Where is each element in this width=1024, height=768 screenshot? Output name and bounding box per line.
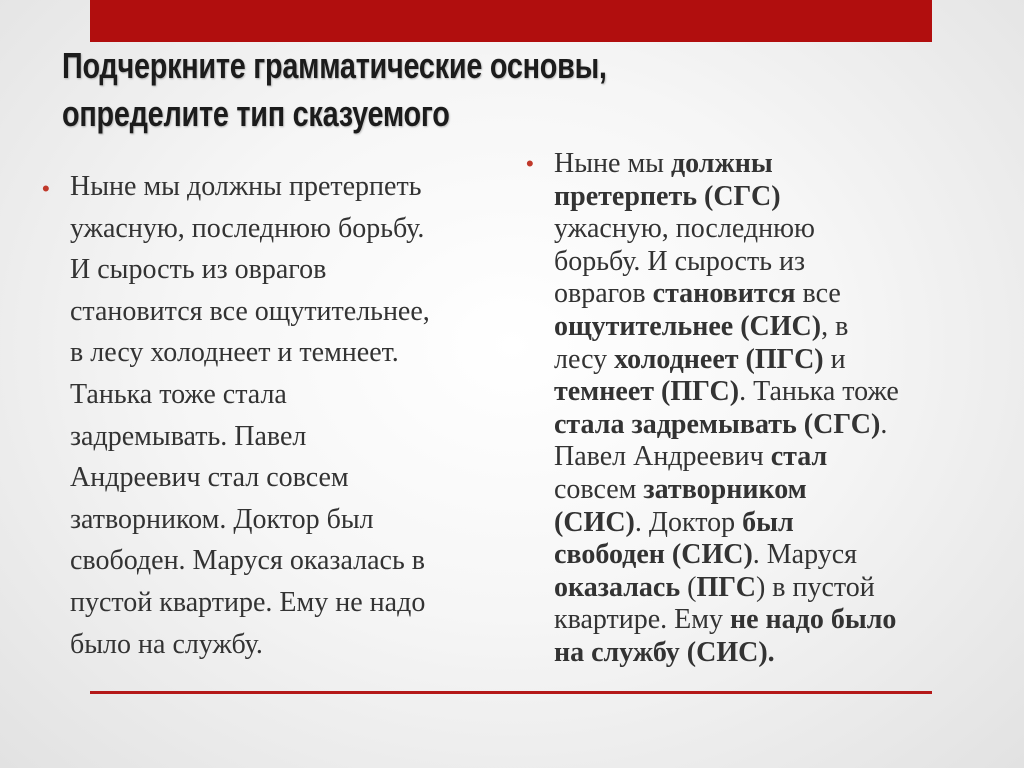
right-text-line (554, 246, 986, 279)
right-text-line (554, 376, 986, 409)
plain-text: . Маруся (752, 539, 858, 571)
right-text-line (554, 278, 986, 311)
right-text-line (554, 344, 986, 377)
plain-text: Павел Андреевич (554, 441, 771, 473)
left-text-line: становится все ощутительнее, (70, 295, 430, 327)
left-text-line: свободен. Маруся оказалась в (70, 545, 425, 577)
left-text-line: задремывать. Павел (70, 420, 307, 452)
right-text-line (554, 148, 986, 181)
grammatical-basis-text: был (742, 506, 794, 538)
bullet-icon: • (42, 176, 50, 201)
right-text-line (554, 604, 986, 637)
right-text-line (554, 409, 986, 442)
plain-text: , в (821, 310, 849, 342)
right-text-line (554, 474, 986, 507)
right-text (554, 148, 986, 670)
plain-text: все (795, 278, 841, 310)
right-bullet-item (526, 148, 986, 670)
right-column (526, 148, 986, 670)
plain-text: Ныне мы (554, 148, 671, 179)
slide-title-line-2: определите тип сказуемого (62, 93, 450, 134)
grammatical-basis-text: свободен (СИС) (554, 539, 753, 571)
bullet-icon: • (526, 151, 534, 176)
right-text-line (554, 539, 986, 572)
right-text-line (554, 213, 986, 246)
left-text-line: ужасную, последнюю борьбу. (70, 212, 425, 244)
plain-text: ужасную, последнюю (554, 213, 815, 245)
right-text-line (554, 507, 986, 540)
right-text-line (554, 441, 986, 474)
grammatical-basis-text: на службу (СИС). (554, 636, 775, 668)
bottom-divider (90, 691, 932, 694)
grammatical-basis-text: не надо было (729, 604, 897, 636)
grammatical-basis-text: затворником (643, 473, 807, 505)
left-text-line: было на службу. (70, 628, 263, 660)
right-text-line (554, 311, 986, 344)
slide-title (62, 42, 782, 138)
grammatical-basis-text: должны (670, 148, 773, 179)
left-text-line: Ныне мы должны претерпеть (70, 171, 422, 202)
grammatical-basis-text: становится (652, 278, 796, 310)
plain-text: борьбу. И сырость из (554, 245, 806, 277)
grammatical-basis-text: темнеет (ПГС) (554, 376, 740, 408)
plain-text: совсем (554, 473, 644, 505)
left-column (42, 166, 512, 665)
right-text-line (554, 572, 986, 605)
left-text-line: пустой квартире. Ему не надо (70, 586, 426, 618)
grammatical-basis-text: оказалась (554, 571, 681, 603)
right-text-line (554, 181, 986, 214)
left-text (70, 166, 512, 665)
grammatical-basis-text: ПГС (696, 571, 756, 603)
grammatical-basis-text: холоднеет (ПГС) (614, 343, 824, 375)
left-text-line: Танька тоже стала (70, 378, 287, 410)
plain-text: . (880, 408, 888, 440)
plain-text: лесу (554, 343, 615, 375)
plain-text: и (823, 343, 846, 375)
plain-text: оврагов (554, 278, 653, 310)
grammatical-basis-text: претерпеть (СГС) (554, 180, 781, 212)
grammatical-basis-text: стала задремывать (СГС) (554, 408, 881, 440)
plain-text: квартире. Ему (554, 604, 730, 636)
slide-title-line-1: Подчеркните грамматические основы, (62, 45, 607, 86)
left-text-line: И сырость из оврагов (70, 254, 327, 286)
grammatical-basis-text: ощутительнее (СИС) (554, 310, 822, 342)
left-text-line: в лесу холоднеет и темнеет. (70, 337, 399, 369)
left-bullet-item (42, 166, 512, 665)
plain-text: ) в пустой (755, 571, 875, 603)
top-accent-bar (90, 0, 932, 42)
plain-text: . Танька тоже (739, 376, 899, 408)
right-text-line (554, 637, 986, 670)
plain-text: ( (680, 571, 697, 603)
grammatical-basis-text: стал (770, 441, 828, 473)
plain-text: . Доктор (634, 506, 743, 538)
grammatical-basis-text: (СИС) (554, 506, 635, 538)
left-text-line: затворником. Доктор был (70, 503, 374, 535)
left-text-line: Андреевич стал совсем (70, 462, 349, 494)
